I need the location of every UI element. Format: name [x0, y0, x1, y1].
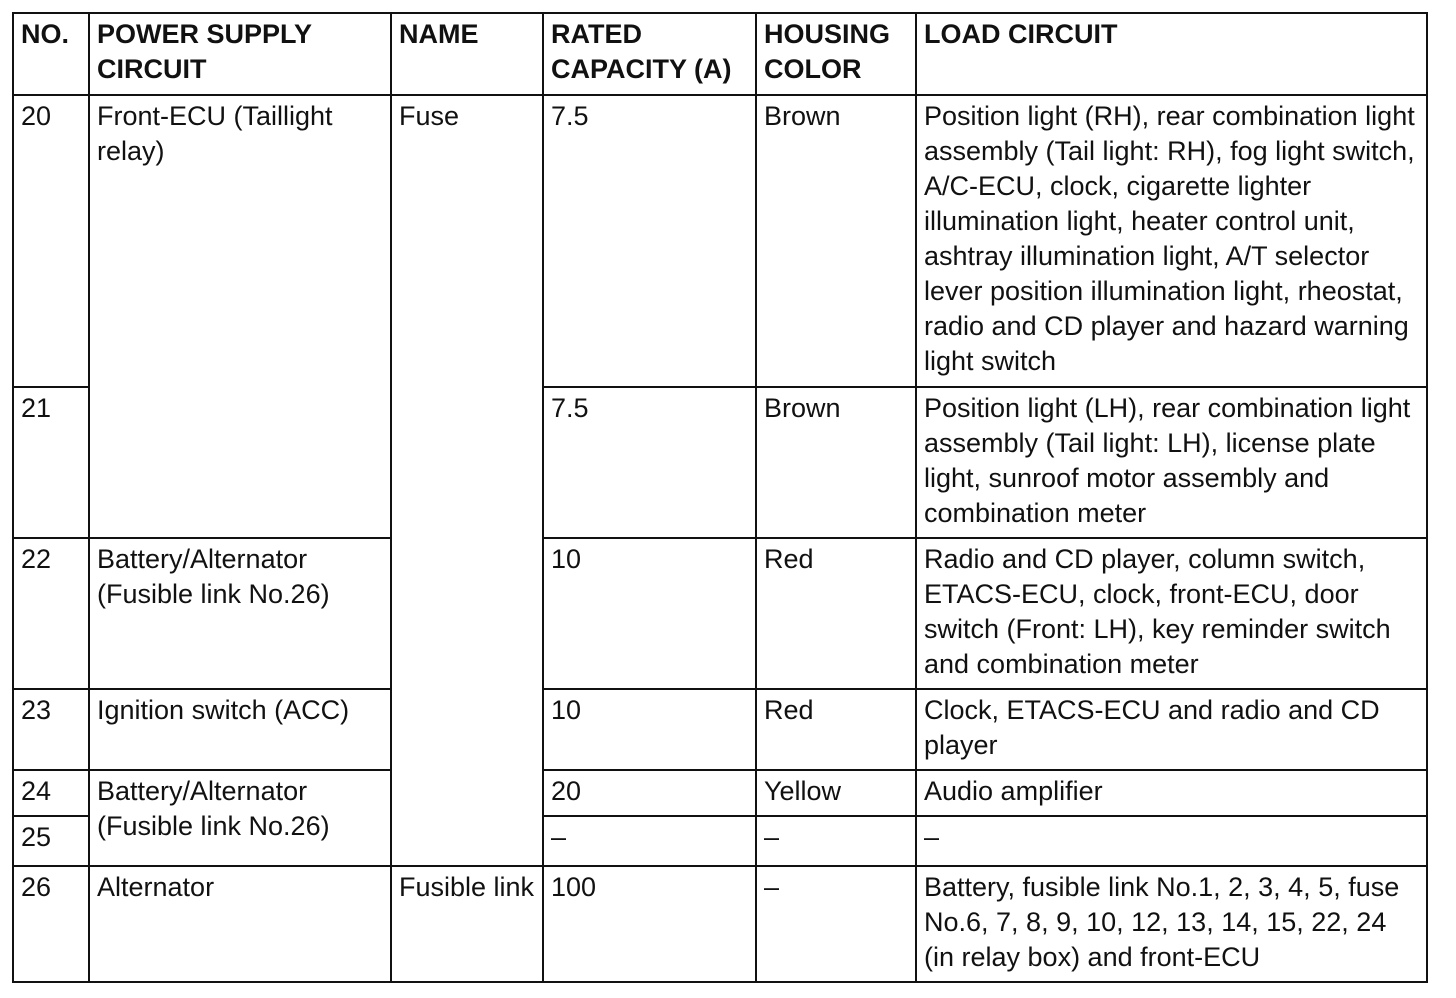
cell-capacity: 10	[543, 538, 756, 689]
cell-color: Brown	[756, 387, 916, 538]
header-no: NO.	[13, 13, 89, 95]
cell-no: 23	[13, 689, 89, 770]
cell-color: Yellow	[756, 770, 916, 816]
header-rated-capacity: RATED CAPACITY (A)	[543, 13, 756, 95]
cell-load: Audio amplifier	[916, 770, 1427, 816]
cell-power-supply: Alternator	[89, 866, 391, 982]
cell-color: –	[756, 866, 916, 982]
cell-capacity: 7.5	[543, 95, 756, 387]
header-housing-color: HOUSING COLOR	[756, 13, 916, 95]
cell-power-supply: Ignition switch (ACC)	[89, 689, 391, 770]
cell-capacity: –	[543, 816, 756, 866]
cell-color: Brown	[756, 95, 916, 387]
cell-capacity: 100	[543, 866, 756, 982]
table-row	[13, 770, 1427, 816]
table-row	[13, 866, 1427, 982]
cell-load: –	[916, 816, 1427, 866]
cell-color: –	[756, 816, 916, 866]
cell-load: Clock, ETACS-ECU and radio and CD player	[916, 689, 1427, 770]
cell-no: 21	[13, 387, 89, 538]
cell-power-supply: Battery/Alternator (Fusible link No.26)	[89, 538, 391, 689]
cell-no: 22	[13, 538, 89, 689]
cell-name: Fusible link	[391, 866, 543, 982]
header-load-circuit: LOAD CIRCUIT	[916, 13, 1427, 95]
header-power-supply-circuit: POWER SUPPLY CIRCUIT	[89, 13, 391, 95]
cell-power-supply: Battery/Alternator (Fusible link No.26)	[89, 770, 391, 866]
table-row	[13, 689, 1427, 770]
fuse-specification-table	[12, 12, 1428, 983]
cell-no: 26	[13, 866, 89, 982]
header-row	[13, 13, 1427, 95]
cell-load: Radio and CD player, column switch, ETACS-ECU, clock, front-ECU, door switch (Front: LH), key reminder switch and combination meter	[916, 538, 1427, 689]
cell-color: Red	[756, 689, 916, 770]
cell-load: Position light (RH), rear combination light assembly (Tail light: RH), fog light switch, A/C-ECU, clock, cigarette lighter illumination light, heater control unit, ashtray illumination light, A/T selector lever position illumination light, rheostat, radio and CD player and hazard warning light switch	[916, 95, 1427, 387]
cell-no: 25	[13, 816, 89, 866]
header-name: NAME	[391, 13, 543, 95]
table-row	[13, 538, 1427, 689]
cell-power-supply: Front-ECU (Taillight relay)	[89, 95, 391, 538]
cell-load: Position light (LH), rear combination light assembly (Tail light: LH), license plate light, sunroof motor assembly and combination meter	[916, 387, 1427, 538]
table-row	[13, 95, 1427, 387]
cell-no: 24	[13, 770, 89, 816]
cell-color: Red	[756, 538, 916, 689]
cell-capacity: 7.5	[543, 387, 756, 538]
cell-capacity: 20	[543, 770, 756, 816]
cell-no: 20	[13, 95, 89, 387]
cell-name: Fuse	[391, 95, 543, 866]
cell-capacity: 10	[543, 689, 756, 770]
cell-load: Battery, fusible link No.1, 2, 3, 4, 5, fuse No.6, 7, 8, 9, 10, 12, 13, 14, 15, 22, 24 (in relay box) and front-ECU	[916, 866, 1427, 982]
